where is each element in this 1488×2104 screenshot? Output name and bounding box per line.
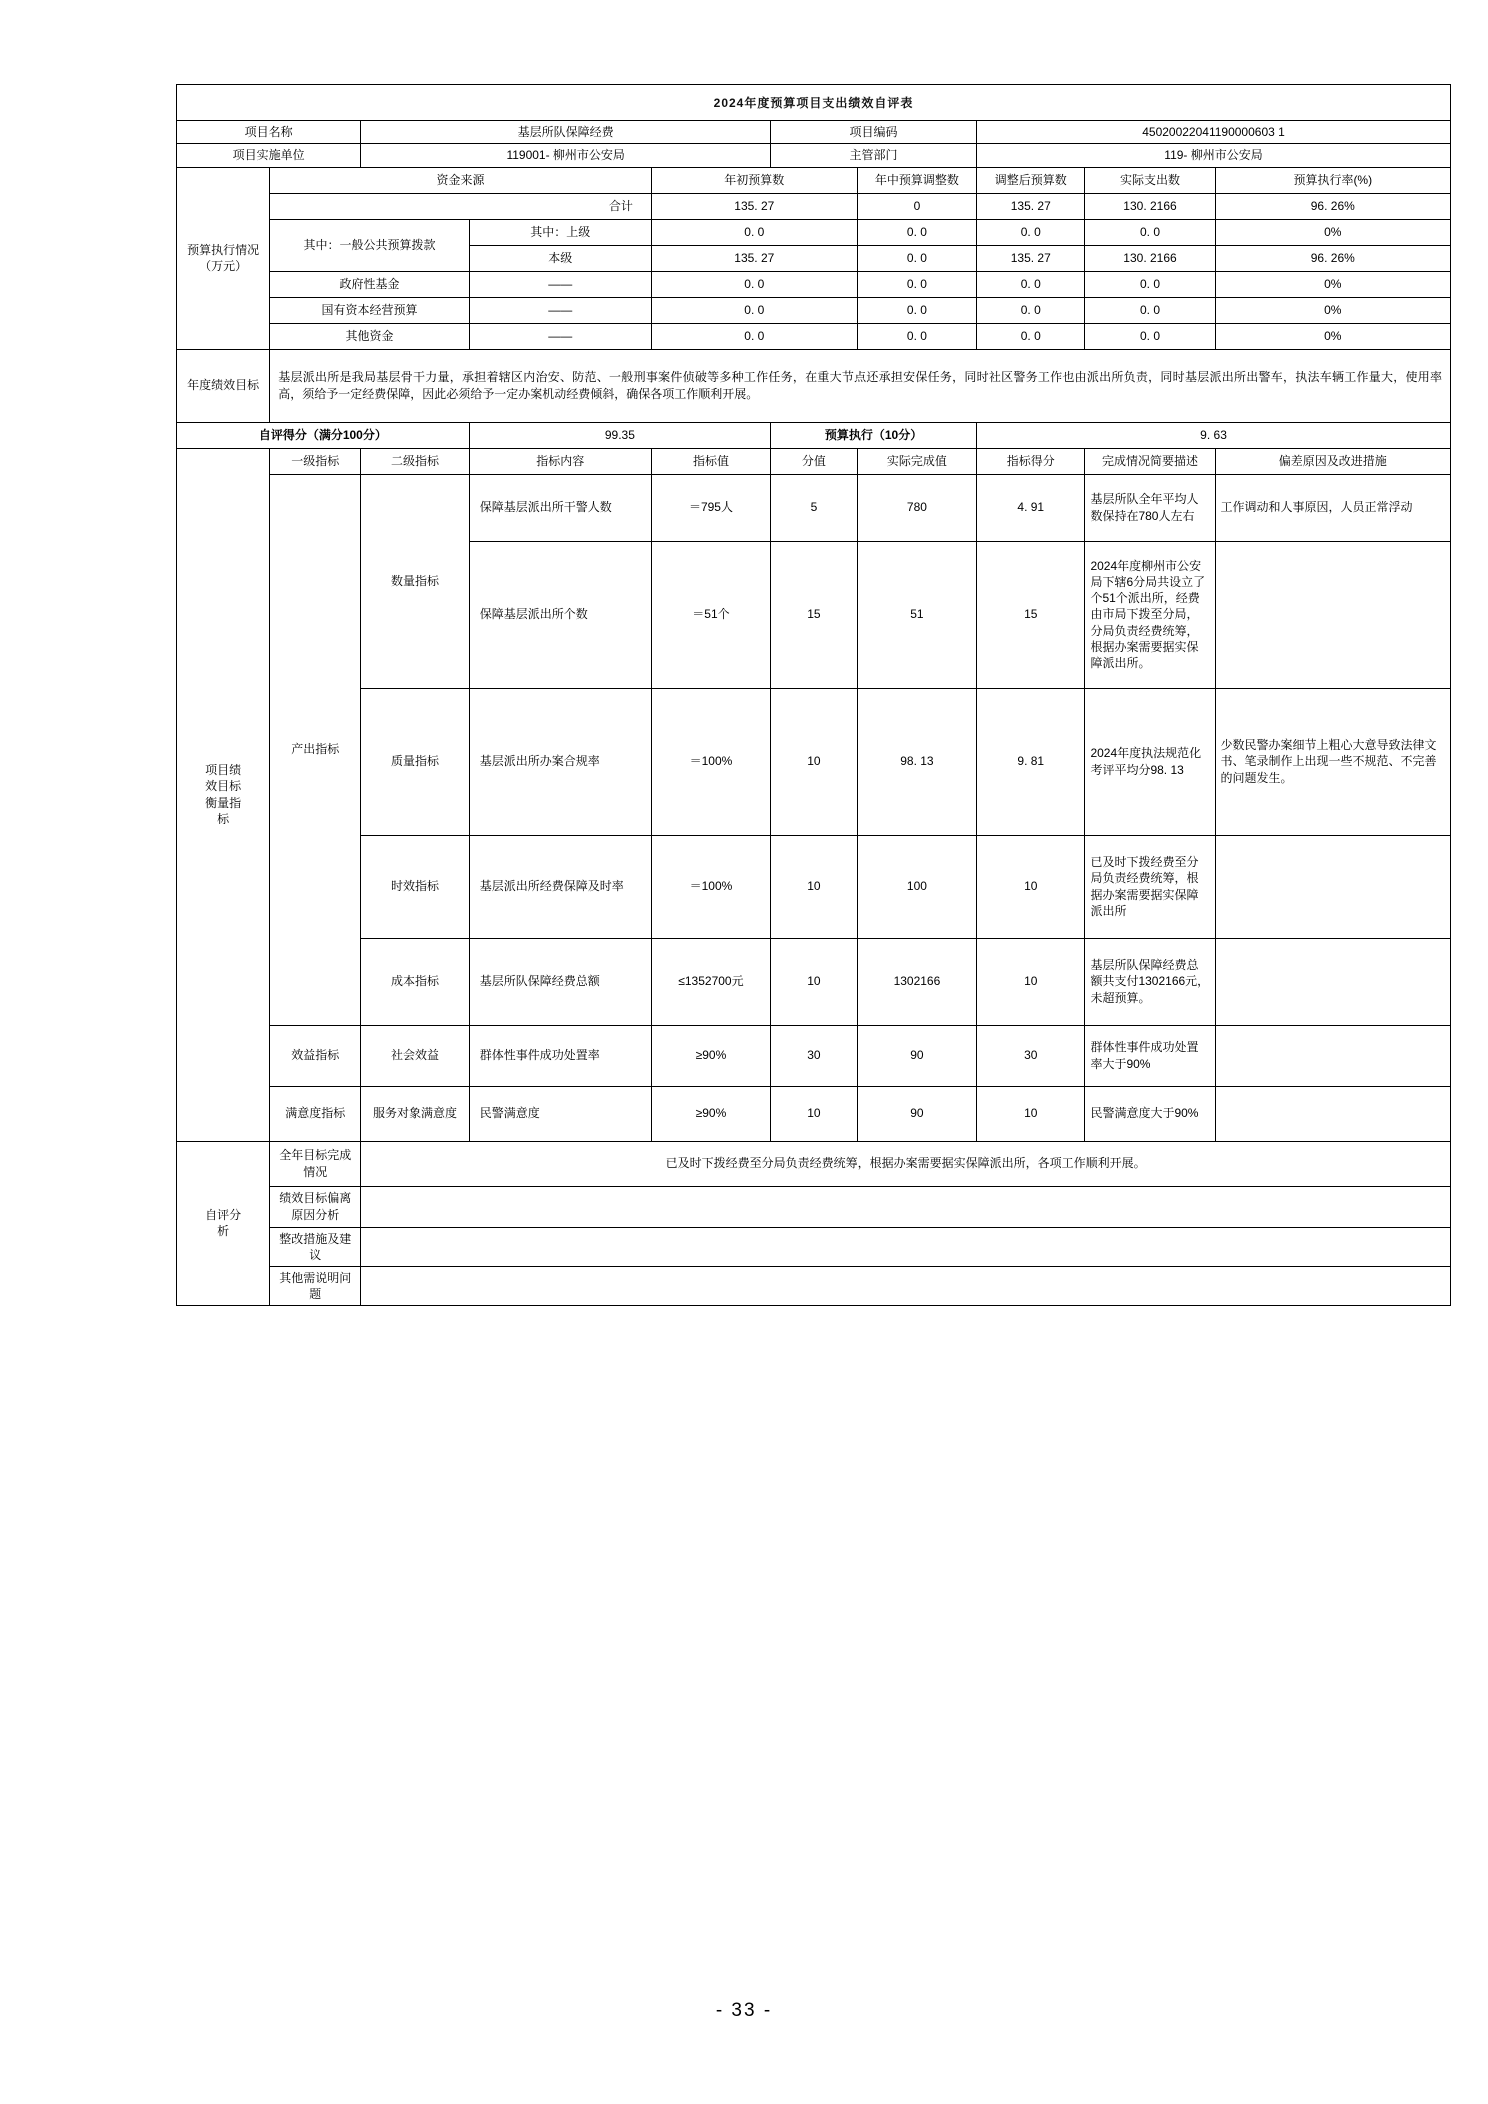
budget-row-govfund-adjust: 0. 0: [857, 271, 976, 297]
project-name-value: 基层所队保障经费: [361, 121, 771, 144]
self-score-label: 自评得分（满分100分）: [177, 422, 470, 448]
indicator-desc: 群体性事件成功处置率大于90%: [1085, 1025, 1215, 1086]
budget-row-stateasset-after: 0. 0: [977, 297, 1085, 323]
budget-row-local-actual: 130. 2166: [1085, 245, 1215, 271]
self-analysis-value-deviation: [361, 1186, 1451, 1227]
indicator-desc: 2024年度执法规范化考评平均分98. 13: [1085, 688, 1215, 835]
budget-row-upper-after: 0. 0: [977, 219, 1085, 245]
indicator-col-target: 指标值: [651, 448, 770, 474]
budget-exec-label: 预算执行（10分）: [771, 422, 977, 448]
indicator-weight: 15: [771, 541, 858, 688]
budget-row-govfund-actual: 0. 0: [1085, 271, 1215, 297]
budget-row-total-label: 合计: [270, 193, 652, 219]
performance-evaluation-sheet: [176, 84, 1451, 1306]
budget-row-local-initial: 135. 27: [651, 245, 857, 271]
indicator-score: 10: [977, 835, 1085, 938]
indicator-content: 民警满意度: [469, 1086, 651, 1141]
annual-goal-label: 年度绩效目标: [177, 349, 270, 422]
budget-row-total-adjust: 0: [857, 193, 976, 219]
main-table: [176, 84, 1451, 1306]
indicator-col-level2: 二级指标: [361, 448, 469, 474]
self-analysis-value-other: [361, 1266, 1451, 1305]
project-name-label: 项目名称: [177, 121, 361, 144]
indicator-target: ≤1352700元: [651, 938, 770, 1025]
indicator-weight: 5: [771, 474, 858, 541]
indicator-deviation: [1215, 1025, 1450, 1086]
self-analysis-value-measures: [361, 1227, 1451, 1266]
indicator-actual: 100: [857, 835, 976, 938]
budget-row-upper-adjust: 0. 0: [857, 219, 976, 245]
indicator-deviation: 少数民警办案细节上粗心大意导致法律文书、笔录制作上出现一些不规范、不完善的问题发生。: [1215, 688, 1450, 835]
indicator-level2-cost: 成本指标: [361, 938, 469, 1025]
budget-row-public-label: 其中：一般公共预算拨款: [270, 219, 469, 271]
indicator-col-deviation: 偏差原因及改进措施: [1215, 448, 1450, 474]
indicator-level1-satisfaction: 满意度指标: [270, 1086, 361, 1141]
budget-row-total-after: 135. 27: [977, 193, 1085, 219]
indicator-level1-benefit: 效益指标: [270, 1025, 361, 1086]
indicator-desc: 民警满意度大于90%: [1085, 1086, 1215, 1141]
budget-row-upper-actual: 0. 0: [1085, 219, 1215, 245]
indicator-score: 9. 81: [977, 688, 1085, 835]
indicator-target: ＝795人: [651, 474, 770, 541]
project-code-value: 45020022041190000603 1: [977, 121, 1451, 144]
indicator-desc: 已及时下拨经费至分局负责经费统筹，根据办案需要据实保障派出所: [1085, 835, 1215, 938]
budget-col-actual: 实际支出数: [1085, 167, 1215, 193]
budget-row-stateasset-label: 国有资本经营预算: [270, 297, 469, 323]
indicator-deviation: [1215, 541, 1450, 688]
indicator-target: ＝100%: [651, 688, 770, 835]
indicator-content: 群体性事件成功处置率: [469, 1025, 651, 1086]
budget-col-initial: 年初预算数: [651, 167, 857, 193]
budget-row-local-rate: 96. 26%: [1215, 245, 1450, 271]
self-analysis-label-deviation: 绩效目标偏离原因分析: [270, 1186, 361, 1227]
budget-row-upper-label: 其中：上级: [469, 219, 651, 245]
indicator-weight: 10: [771, 938, 858, 1025]
budget-row-total-rate: 96. 26%: [1215, 193, 1450, 219]
indicator-target: ＝51个: [651, 541, 770, 688]
budget-exec-value: 9. 63: [977, 422, 1451, 448]
annual-goal-text: 基层派出所是我局基层骨干力量，承担着辖区内治安、防范、一般刑事案件侦破等多种工作任务，在重大节点还承担安保任务，同时社区警务工作也由派出所负责，同时基层派出所出警车，执法车辆工作量大，使用率高，须给予一定经费保障，因此必须给予一定办案机动经费倾斜，确保各项工作顺利开展。: [270, 349, 1451, 422]
self-analysis-label-other: 其他需说明问题: [270, 1266, 361, 1305]
indicator-actual: 780: [857, 474, 976, 541]
budget-row-govfund-label: 政府性基金: [270, 271, 469, 297]
indicators-section-label: 项目绩 效目标 衡量指 标: [177, 448, 270, 1141]
indicator-weight: 10: [771, 835, 858, 938]
budget-row-other-rate: 0%: [1215, 323, 1450, 349]
implement-unit-label: 项目实施单位: [177, 144, 361, 167]
implement-unit-value: 119001- 柳州市公安局: [361, 144, 771, 167]
indicator-deviation: [1215, 1086, 1450, 1141]
indicator-col-actual: 实际完成值: [857, 448, 976, 474]
indicator-level2-quantity: 数量指标: [361, 474, 469, 688]
self-score-value: 99.35: [469, 422, 770, 448]
indicator-score: 30: [977, 1025, 1085, 1086]
budget-row-stateasset-actual: 0. 0: [1085, 297, 1215, 323]
budget-row-upper-rate: 0%: [1215, 219, 1450, 245]
budget-row-other-after: 0. 0: [977, 323, 1085, 349]
indicator-score: 10: [977, 938, 1085, 1025]
budget-row-other-actual: 0. 0: [1085, 323, 1215, 349]
indicator-col-content: 指标内容: [469, 448, 651, 474]
self-analysis-label-completion: 全年目标完成情况: [270, 1141, 361, 1186]
budget-col-after: 调整后预算数: [977, 167, 1085, 193]
indicator-content: 基层派出所办案合规率: [469, 688, 651, 835]
budget-section-label: 预算执行情况 （万元）: [177, 167, 270, 349]
indicator-target: ≥90%: [651, 1025, 770, 1086]
indicator-col-desc: 完成情况简要描述: [1085, 448, 1215, 474]
budget-row-govfund-rate: 0%: [1215, 271, 1450, 297]
budget-row-total-initial: 135. 27: [651, 193, 857, 219]
budget-row-local-label: 本级: [469, 245, 651, 271]
indicator-actual: 51: [857, 541, 976, 688]
budget-row-stateasset-rate: 0%: [1215, 297, 1450, 323]
indicator-weight: 30: [771, 1025, 858, 1086]
budget-row-other-adjust: 0. 0: [857, 323, 976, 349]
indicator-actual: 90: [857, 1086, 976, 1141]
authority-label: 主管部门: [771, 144, 977, 167]
project-code-label: 项目编码: [771, 121, 977, 144]
budget-row-govfund-initial: 0. 0: [651, 271, 857, 297]
budget-row-stateasset-initial: 0. 0: [651, 297, 857, 323]
indicator-target: ＝100%: [651, 835, 770, 938]
indicator-level1-output: 产出指标: [270, 474, 361, 1025]
indicator-col-score: 指标得分: [977, 448, 1085, 474]
budget-row-total-actual: 130. 2166: [1085, 193, 1215, 219]
authority-value: 119- 柳州市公安局: [977, 144, 1451, 167]
page-number: - 33 -: [715, 2000, 773, 2021]
budget-row-govfund-sub: ——: [469, 271, 651, 297]
indicator-content: 保障基层派出所干警人数: [469, 474, 651, 541]
indicator-actual: 1302166: [857, 938, 976, 1025]
indicator-score: 10: [977, 1086, 1085, 1141]
budget-row-stateasset-sub: ——: [469, 297, 651, 323]
self-analysis-value-completion: 已及时下拨经费至分局负责经费统筹，根据办案需要据实保障派出所，各项工作顺利开展。: [361, 1141, 1451, 1186]
indicator-col-level1: 一级指标: [270, 448, 361, 474]
indicator-level2-service: 服务对象满意度: [361, 1086, 469, 1141]
page-title: 2024年度预算项目支出绩效自评表: [177, 85, 1451, 121]
indicator-score: 4. 91: [977, 474, 1085, 541]
budget-row-other-label: 其他资金: [270, 323, 469, 349]
budget-row-other-sub: ——: [469, 323, 651, 349]
indicator-deviation: [1215, 938, 1450, 1025]
indicator-target: ≥90%: [651, 1086, 770, 1141]
indicator-content: 基层派出所经费保障及时率: [469, 835, 651, 938]
indicator-desc: 基层所队全年平均人数保持在780人左右: [1085, 474, 1215, 541]
self-analysis-label: 自评分 析: [177, 1141, 270, 1306]
budget-col-rate: 预算执行率(%): [1215, 167, 1450, 193]
budget-row-local-after: 135. 27: [977, 245, 1085, 271]
budget-row-other-initial: 0. 0: [651, 323, 857, 349]
indicator-content: 基层所队保障经费总额: [469, 938, 651, 1025]
indicator-desc: 基层所队保障经费总额共支付1302166元，未超预算。: [1085, 938, 1215, 1025]
self-analysis-label-measures: 整改措施及建议: [270, 1227, 361, 1266]
indicator-deviation: [1215, 835, 1450, 938]
indicator-level2-quality: 质量指标: [361, 688, 469, 835]
indicator-weight: 10: [771, 688, 858, 835]
indicator-weight: 10: [771, 1086, 858, 1141]
indicator-deviation: 工作调动和人事原因，人员正常浮动: [1215, 474, 1450, 541]
budget-col-source: 资金来源: [270, 167, 652, 193]
budget-row-local-adjust: 0. 0: [857, 245, 976, 271]
indicator-content: 保障基层派出所个数: [469, 541, 651, 688]
budget-row-stateasset-adjust: 0. 0: [857, 297, 976, 323]
indicator-actual: 98. 13: [857, 688, 976, 835]
budget-col-adjust: 年中预算调整数: [857, 167, 976, 193]
indicator-level2-timeliness: 时效指标: [361, 835, 469, 938]
indicator-col-weight: 分值: [771, 448, 858, 474]
budget-row-upper-initial: 0. 0: [651, 219, 857, 245]
indicator-score: 15: [977, 541, 1085, 688]
indicator-desc: 2024年度柳州市公安局下辖6分局共设立了个51个派出所，经费由市局下拨至分局，分局负责经费统筹，根据办案需要据实保障派出所。: [1085, 541, 1215, 688]
budget-row-govfund-after: 0. 0: [977, 271, 1085, 297]
indicator-level2-social: 社会效益: [361, 1025, 469, 1086]
indicator-actual: 90: [857, 1025, 976, 1086]
